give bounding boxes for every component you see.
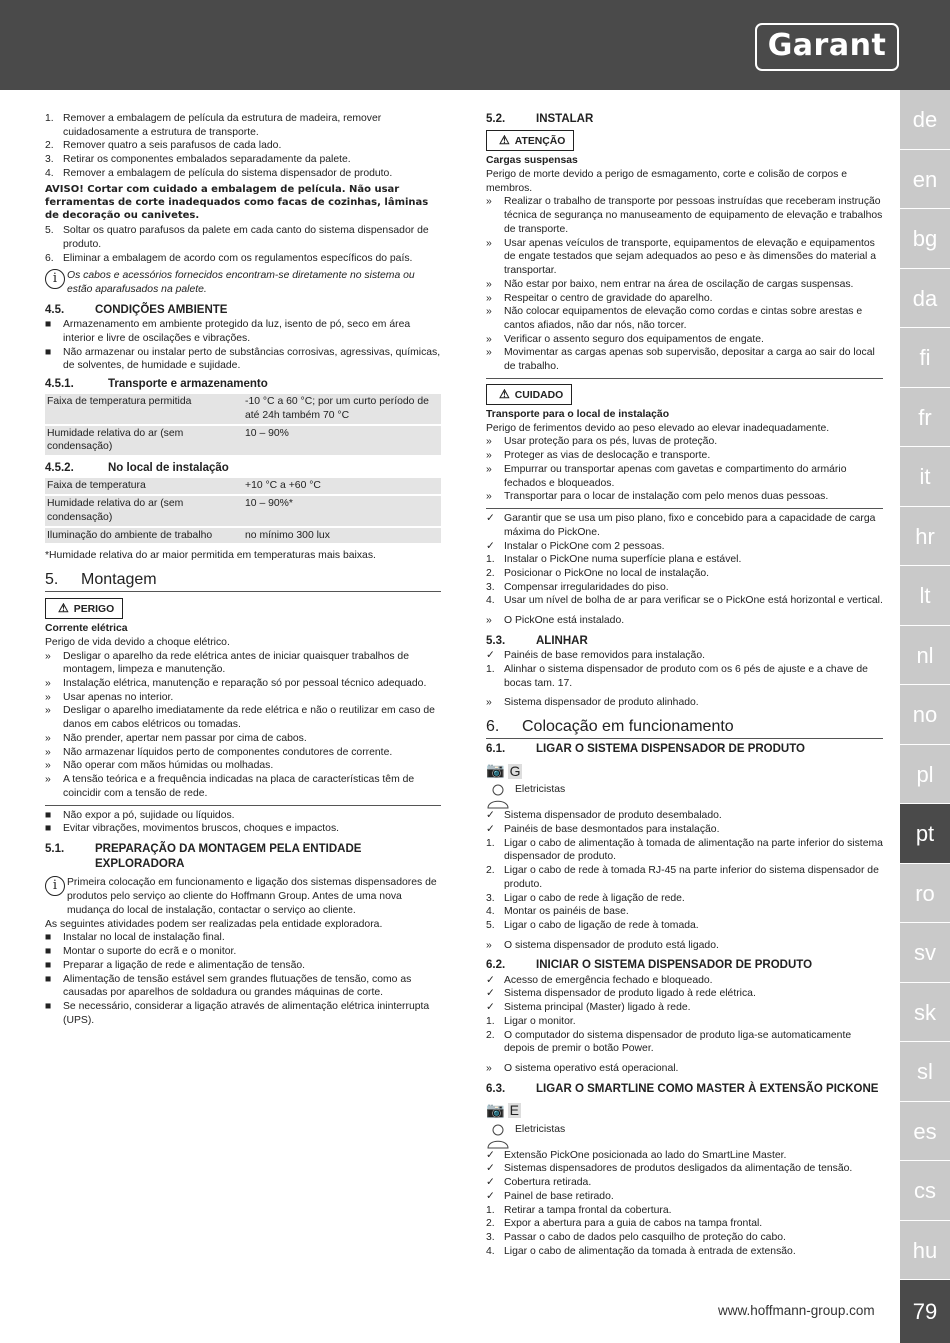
step-number: 5. — [45, 225, 54, 237]
list-marker: ■ — [45, 946, 52, 958]
info-note — [45, 876, 441, 917]
language-tab-pt[interactable]: pt — [900, 804, 950, 864]
language-tab-da[interactable]: da — [900, 269, 950, 329]
warning-item — [486, 195, 883, 236]
step-list — [45, 112, 441, 181]
item-text: Montar o suporte do ecrã e o monitor. — [63, 946, 237, 958]
item-text: Não prender, apertar nem passar por cima de cabos. — [63, 732, 307, 744]
step-item — [486, 1231, 883, 1245]
bullet-item — [45, 1000, 441, 1027]
bullet-item — [45, 973, 441, 1000]
list-marker: ■ — [45, 823, 52, 835]
section-heading: 6.1. LIGAR O SISTEMA DISPENSADOR DE PRODUTO — [486, 743, 805, 756]
step-number: 2. — [486, 865, 495, 877]
table-row — [45, 478, 441, 495]
step-number: 1. — [486, 1204, 495, 1216]
result-item: » Sistema dispensador de produto alinhado. — [486, 697, 699, 709]
list-marker: ■ — [45, 932, 52, 944]
step-number: 1. — [486, 837, 495, 849]
item-text: Usar apenas no interior. — [63, 691, 174, 703]
step-item — [486, 905, 883, 919]
bullet-list — [45, 318, 441, 373]
warning-item — [45, 773, 441, 800]
item-text: Ligar o cabo de rede à tomada RJ-45 na parte inferior do sistema dispensador de produto. — [504, 865, 879, 890]
warning-title: Corrente elétrica — [45, 623, 128, 635]
bullet-list — [45, 931, 441, 1027]
check-list — [486, 974, 883, 1015]
list-marker: ✓ — [486, 823, 495, 835]
table-cell-value: +10 °C a +60 °C — [243, 478, 441, 495]
warning-item — [486, 463, 883, 490]
check-item — [486, 649, 883, 663]
step-item — [45, 167, 441, 181]
item-text: Não colocar equipamentos de elevação como cordas e cintas sobre arestas e cantos afiados, não dar nós, não torcer. — [504, 306, 863, 331]
language-tab-hu[interactable]: hu — [900, 1221, 950, 1281]
result-item: » O sistema dispensador de produto está ligado. — [486, 939, 719, 951]
item-text: Instalar no local de instalação final. — [63, 932, 225, 944]
list-marker: ■ — [45, 346, 52, 358]
qualification-row — [486, 1123, 883, 1149]
table-cell-value: no mínimo 300 lux — [243, 527, 441, 545]
step-number: 2. — [486, 1029, 495, 1041]
item-text: Sistema dispensador de produto ligado à rede elétrica. — [504, 988, 756, 1000]
table-row — [45, 527, 441, 545]
check-item — [486, 1176, 883, 1190]
table-row — [45, 394, 441, 424]
step-number: 2. — [45, 140, 54, 152]
list-marker: » — [45, 746, 51, 758]
item-text: Se necessário, considerar a ligação através de alimentação elétrica ininterrupta (UPS). — [63, 1001, 430, 1026]
activities-intro: As seguintes atividades podem ser realizadas pela entidade exploradora. — [45, 918, 383, 930]
step-item — [486, 837, 883, 864]
step-item — [486, 594, 883, 608]
step-number: 3. — [486, 1232, 495, 1244]
step-item — [45, 224, 441, 251]
list-marker: » — [45, 705, 51, 717]
language-tab-fi[interactable]: fi — [900, 328, 950, 388]
bullet-item — [45, 318, 441, 345]
language-tab-pl[interactable]: pl — [900, 745, 950, 805]
warning-triangle-icon: ⚠ — [499, 386, 510, 401]
item-text: Empurrar ou transportar apenas com gavetas e compartimento do armário fechados e bloqueados. — [504, 463, 847, 489]
check-item — [486, 987, 883, 1001]
step-number: 2. — [486, 568, 495, 579]
table-row — [45, 425, 441, 456]
item-text: Ligar o monitor. — [504, 1015, 576, 1027]
step-item — [486, 864, 883, 891]
subsection-heading: 4.5.2. No local de instalação — [45, 462, 229, 475]
item-text: Não armazenar líquidos perto de componentes condutores de corrente. — [63, 746, 393, 758]
check-item — [486, 1190, 883, 1204]
step-list — [486, 837, 883, 933]
item-text: Expor a abertura para a guia de cabos na tampa frontal. — [504, 1218, 763, 1230]
item-text: Ligar o cabo de alimentação à tomada de alimentação na parte inferior do sistema dispensador de produto. — [504, 837, 883, 863]
step-number: 3. — [486, 892, 495, 904]
item-text: Posicionar o PickOne no local de instalação. — [504, 568, 710, 579]
language-tab-es[interactable]: es — [900, 1102, 950, 1162]
bullet-list — [45, 809, 441, 836]
check-list — [486, 512, 883, 553]
step-item — [486, 581, 883, 595]
tool-symbols — [486, 761, 883, 781]
info-note — [45, 269, 441, 296]
warning-item — [45, 650, 441, 677]
step-item — [486, 892, 883, 906]
check-item — [486, 1162, 883, 1176]
list-marker: » — [486, 196, 492, 208]
warning-item — [486, 346, 883, 373]
step-number: 4. — [486, 1245, 495, 1257]
warning-item — [486, 292, 883, 306]
item-text: Usar apenas veículos de transporte, equipamentos de elevação e equipamentos de engate testados que sejam adequados ao peso e às dimensões do material a transportar. — [504, 237, 877, 277]
item-text: Instalar o PickOne numa superfície plana e estável. — [504, 554, 742, 566]
step-item — [45, 139, 441, 153]
check-item — [486, 512, 883, 539]
info-icon: i — [45, 269, 65, 289]
item-text: O computador do sistema dispensador de produto liga-se automaticamente depois de premir o botão Power. — [504, 1029, 852, 1055]
step-item — [486, 919, 883, 933]
list-marker: ■ — [45, 973, 52, 985]
item-text: Não expor a pó, sujidade ou líquidos. — [63, 809, 235, 821]
list-marker: ✓ — [486, 988, 495, 1000]
item-text: Evitar vibrações, movimentos bruscos, choques e impactos. — [63, 823, 340, 835]
item-text: Instalar o PickOne com 2 pessoas. — [504, 540, 665, 552]
bullet-item — [45, 809, 441, 823]
language-tab-ro[interactable]: ro — [900, 864, 950, 924]
list-marker: » — [45, 732, 51, 744]
item-text: Remover quatro a seis parafusos de cada lado. — [63, 140, 282, 152]
item-text: Sistemas dispensadores de produtos desligados da alimentação de tensão. — [504, 1163, 853, 1175]
item-text: Acesso de emergência fechado e bloqueado. — [504, 974, 713, 986]
step-number: 1. — [486, 1015, 495, 1027]
divider — [486, 378, 883, 379]
step-list — [486, 1204, 883, 1259]
item-text: Alinhar o sistema dispensador de produto com os 6 pés de ajuste e a chave de bocas tam. 17. — [504, 663, 868, 689]
step-item — [486, 567, 883, 581]
warning-item — [486, 449, 883, 463]
list-marker: ■ — [45, 809, 52, 821]
right-column — [486, 112, 883, 1259]
qualification-row — [486, 783, 883, 809]
warning-text: Perigo de ferimentos devido ao peso elevado ao elevar inadequadamente. — [486, 422, 830, 434]
warning-item — [45, 759, 441, 773]
language-tab-no[interactable]: no — [900, 685, 950, 745]
check-list — [486, 1149, 883, 1204]
warning-item — [45, 691, 441, 705]
language-tab-nl[interactable]: nl — [900, 626, 950, 686]
step-list — [486, 663, 883, 690]
chapter-heading: 5. Montagem — [45, 569, 441, 592]
page-number: 79 — [900, 1280, 950, 1343]
footnote: *Humidade relativa do ar maior permitida em temperaturas mais baixas. — [45, 550, 376, 562]
list-marker: ✓ — [486, 1002, 495, 1014]
info-text: Os cabos e acessórios fornecidos encontram-se diretamente no sistema ou estão aparafusados na palete. — [67, 270, 415, 296]
check-item — [486, 1001, 883, 1015]
warning-text: Perigo de vida devido a choque elétrico. — [45, 636, 230, 648]
warning-item — [486, 305, 883, 332]
list-marker: » — [45, 678, 51, 690]
check-item — [486, 809, 883, 823]
warning-item — [45, 677, 441, 691]
step-item — [486, 1029, 883, 1056]
person-icon — [486, 783, 510, 809]
step-item — [486, 1245, 883, 1259]
list-marker: ✓ — [486, 1149, 495, 1161]
language-tab-lt[interactable]: lt — [900, 566, 950, 626]
qualification-label: Eletricistas — [515, 784, 566, 796]
item-text: Cobertura retirada. — [504, 1177, 592, 1189]
list-marker: » — [486, 450, 492, 462]
list-marker: » — [45, 650, 51, 662]
item-text: Garantir que se usa um piso plano, fixo e concebido para a capacidade de carga máxima do PickOne. — [504, 513, 876, 538]
step-number: 3. — [486, 581, 495, 593]
section-heading: 4.5. CONDIÇÕES AMBIENTE — [45, 303, 228, 316]
step-list — [486, 553, 883, 608]
subsection-heading: 4.5.1. Transporte e armazenamento — [45, 378, 268, 391]
step-number: 4. — [486, 595, 495, 607]
item-text: Soltar os quatro parafusos da palete em cada canto do sistema dispensador de produto. — [63, 225, 429, 250]
step-number: 1. — [486, 663, 495, 675]
camera-icon: 📷 — [486, 1101, 505, 1119]
list-marker: ✓ — [486, 650, 495, 662]
table-cell-value: -10 °C a 60 °C; por um curto período de até 24h também 70 °C — [243, 394, 441, 424]
table-cell-label: Humidade relativa do ar (sem condensação) — [45, 495, 243, 526]
item-text: Não estar por baixo, nem entrar na área de oscilação de cargas suspensas. — [504, 278, 854, 290]
table-cell-value: 10 – 90%* — [243, 495, 441, 526]
spec-table-transport — [45, 394, 441, 457]
result-item: » O PickOne está instalado. — [486, 615, 625, 627]
section-heading: 6.3. LIGAR O SMARTLINE COMO MASTER À EXTENSÃO PICKONE — [486, 1082, 879, 1095]
item-text: Instalação elétrica, manutenção e reparação só por pessoal técnico adequado. — [63, 678, 427, 690]
warning-list — [486, 195, 883, 374]
left-column — [45, 112, 441, 1028]
list-marker: » — [486, 306, 492, 318]
divider — [486, 508, 883, 509]
result-item: » O sistema operativo está operacional. — [486, 1063, 679, 1075]
garant-logo: Garant — [755, 23, 899, 71]
step-item — [486, 553, 883, 567]
section-heading: 6.2. INICIAR O SISTEMA DISPENSADOR DE PRODUTO — [486, 959, 813, 972]
warning-item — [45, 746, 441, 760]
step-number: 3. — [45, 154, 54, 166]
warning-label-atencao: ⚠ ATENÇÃO — [486, 130, 574, 151]
spec-table-site — [45, 478, 441, 545]
language-tab-cs[interactable]: cs — [900, 1161, 950, 1221]
list-marker: ✓ — [486, 810, 495, 822]
step-item — [486, 663, 883, 690]
bullet-item — [45, 959, 441, 973]
language-tab-sl[interactable]: sl — [900, 1042, 950, 1102]
table-cell-label: Faixa de temperatura permitida — [45, 394, 243, 424]
section-heading: 5.2. INSTALAR — [486, 113, 594, 125]
language-tab-hr[interactable]: hr — [900, 507, 950, 567]
item-text: Painel de base retirado. — [504, 1190, 614, 1202]
check-list — [486, 809, 883, 836]
table-cell-value: 10 – 90% — [243, 425, 441, 456]
check-item — [486, 540, 883, 554]
check-item — [486, 1149, 883, 1163]
language-tab-sk[interactable]: sk — [900, 983, 950, 1043]
warning-item — [45, 704, 441, 731]
warning-item — [486, 237, 883, 278]
item-text: Respeitar o centro de gravidade do aparelho. — [504, 292, 713, 304]
list-marker: ✓ — [486, 974, 495, 986]
table-cell-label: Humidade relativa do ar (sem condensação) — [45, 425, 243, 456]
info-icon: i — [45, 876, 65, 896]
bullet-item — [45, 931, 441, 945]
step-list — [486, 1015, 883, 1056]
item-text: Transportar para o locar de instalação com pelo menos duas pessoas. — [504, 491, 829, 503]
person-icon — [486, 1123, 510, 1149]
item-text: Não operar com mãos húmidas ou molhadas. — [63, 760, 274, 772]
warning-item — [45, 732, 441, 746]
warning-label-cuidado: ⚠ CUIDADO — [486, 384, 572, 405]
item-text: Ligar o cabo de rede à ligação de rede. — [504, 892, 685, 904]
item-text: Usar proteção para os pés, luvas de proteção. — [504, 436, 718, 448]
table-cell-label: Iluminação do ambiente de trabalho — [45, 527, 243, 545]
list-marker: » — [486, 463, 492, 475]
chapter-heading: 6. Colocação em funcionamento — [486, 716, 883, 739]
language-tab-en[interactable]: en — [900, 150, 950, 210]
item-text: Alimentação de tensão estável sem grandes flutuações de tensão, como as causadas por aparelhos de soldadura ou grandes máquinas de corte. — [63, 973, 412, 999]
item-text: Montar os painéis de base. — [504, 906, 629, 918]
list-marker: » — [486, 347, 492, 359]
item-text: Preparar a ligação de rede e alimentação de tensão. — [63, 959, 306, 971]
list-marker: » — [486, 237, 492, 249]
warning-item — [486, 278, 883, 292]
bullet-item — [45, 945, 441, 959]
step-item — [45, 112, 441, 139]
item-text: Usar um nível de bolha de ar para verificar se o PickOne está horizontal e vertical. — [504, 595, 883, 607]
aviso-notice: AVISO! Cortar com cuidado a embalagem de película. Não usar ferramentas de corte inadequados como facas de cozinhas, lâminas de decoração ou canivetes. — [45, 183, 429, 222]
item-text: Passar o cabo de dados pelo casquilho de proteção do cabo. — [504, 1232, 786, 1244]
language-tab-it[interactable]: it — [900, 447, 950, 507]
list-marker: ✓ — [486, 1190, 495, 1202]
list-marker: ✓ — [486, 513, 495, 525]
step-item — [486, 1015, 883, 1029]
language-tab-de[interactable]: de — [900, 90, 950, 150]
info-text: Primeira colocação em funcionamento e ligação dos sistemas dispensadores de produtos pelo serviço ao cliente do Hoffmann Group. Antes de uma nova mudança do local de instalação, contactar o serviço ao cliente. — [67, 877, 437, 916]
step-item — [45, 153, 441, 167]
list-marker: ✓ — [486, 540, 495, 552]
item-text: Retirar a tampa frontal da cobertura. — [504, 1204, 672, 1216]
warning-item — [486, 333, 883, 347]
item-text: Movimentar as cargas apenas sob supervisão, depositar a carga ao sair do local de trabalho. — [504, 347, 875, 373]
step-number: 2. — [486, 1218, 495, 1230]
check-item — [486, 974, 883, 988]
item-text: Verificar o assento seguro dos equipamentos de engate. — [504, 333, 764, 345]
step-number: 6. — [45, 252, 54, 264]
table-cell-label: Faixa de temperatura — [45, 478, 243, 495]
list-marker: » — [486, 436, 492, 448]
list-marker: ✓ — [486, 1177, 495, 1189]
footer-url[interactable]: www.hoffmann-group.com — [718, 1303, 875, 1318]
header-bar — [0, 0, 950, 90]
item-text: Painéis de base removidos para instalação. — [504, 650, 706, 662]
section-heading: 5.1. PREPARAÇÃO DA MONTAGEM PELA ENTIDADE EXPLORADORA — [45, 843, 362, 871]
item-text: A tensão teórica e a frequência indicadas na placa de características têm de coincidir com a tensão de rede. — [63, 774, 415, 799]
list-marker: ■ — [45, 319, 52, 331]
language-tab-sv[interactable]: sv — [900, 923, 950, 983]
item-text: Armazenamento em ambiente protegido da luz, isento de pó, seco em área interior e livre de oscilações e vibrações. — [63, 319, 411, 344]
list-marker: ✓ — [486, 1163, 495, 1175]
item-text: Retirar os componentes embalados separadamente da palete. — [63, 154, 351, 166]
camera-icon: 📷 — [486, 762, 505, 780]
item-text: Sistema dispensador de produto desembalado. — [504, 810, 722, 822]
item-text: Ligar o cabo de ligação de rede à tomada. — [504, 920, 699, 931]
divider — [45, 805, 441, 806]
bullet-item — [45, 346, 441, 373]
list-marker: » — [486, 278, 492, 290]
list-marker: ■ — [45, 959, 52, 971]
check-list — [486, 649, 883, 663]
list-marker: ■ — [45, 1001, 52, 1013]
warning-text: Perigo de morte devido a perigo de esmagamento, corte e colisão de corpos e membros. — [486, 168, 847, 194]
language-tab-fr[interactable]: fr — [900, 388, 950, 448]
item-text: Desligar o aparelho da rede elétrica antes de iniciar quaisquer trabalhos de montagem, limpeza e manutenção. — [63, 650, 409, 676]
warning-label-perigo: ⚠ PERIGO — [45, 598, 123, 619]
step-number: 4. — [45, 167, 54, 179]
list-marker: » — [486, 333, 492, 345]
qualification-label: Eletricistas — [515, 1123, 566, 1135]
list-marker: » — [45, 760, 51, 772]
language-tab-bg[interactable]: bg — [900, 209, 950, 269]
item-text: Desligar o aparelho imediatamente da rede elétrica e não o reutilizar em caso de danos em cabos elétricos ou tomadas. — [63, 705, 435, 731]
warning-item — [486, 435, 883, 449]
list-marker: » — [486, 491, 492, 503]
warning-triangle-icon: ⚠ — [58, 601, 69, 616]
section-heading: 5.3. ALINHAR — [486, 634, 588, 647]
warning-item — [486, 490, 883, 504]
step-number: 5. — [486, 920, 495, 931]
list-marker: » — [45, 774, 51, 786]
warning-title: Transporte para o local de instalação — [486, 408, 670, 420]
warning-list — [45, 650, 441, 801]
item-text: Realizar o trabalho de transporte por pessoas instruídas que receberam instrução técnica de segurança no manuseamento de equipamento de elevação e trabalhos de transporte. — [504, 196, 883, 235]
step-item — [486, 1204, 883, 1218]
figure-letter: G — [509, 762, 521, 779]
warning-triangle-icon: ⚠ — [499, 133, 510, 148]
check-item — [486, 823, 883, 837]
item-text: Não armazenar ou instalar perto de substâncias corrosivas, agressivas, químicas, de solventes, de humidade e sujidade. — [63, 346, 441, 372]
bullet-item — [45, 822, 441, 836]
item-text: Extensão PickOne posicionada ao lado do SmartLine Master. — [504, 1149, 787, 1161]
warning-title: Cargas suspensas — [486, 155, 578, 167]
step-number: 4. — [486, 906, 495, 918]
item-text: Remover a embalagem de película da estrutura de madeira, remover cuidadosamente a estrutura de transporte. — [63, 113, 382, 138]
item-text: Sistema principal (Master) ligado à rede. — [504, 1002, 691, 1014]
list-marker: » — [486, 292, 492, 304]
language-sidebar — [900, 90, 950, 1280]
item-text: Proteger as vias de deslocação e transporte. — [504, 450, 711, 462]
step-list — [45, 224, 441, 265]
tool-symbols — [486, 1101, 883, 1121]
item-text: Eliminar a embalagem de acordo com os regulamentos específicos do país. — [63, 252, 413, 264]
step-item — [486, 1217, 883, 1231]
figure-letter: E — [509, 1102, 519, 1119]
step-item — [45, 252, 441, 266]
list-marker: » — [45, 691, 51, 703]
table-row — [45, 495, 441, 526]
item-text: Remover a embalagem de película do sistema dispensador de produto. — [63, 167, 393, 179]
item-text: Compensar irregularidades do piso. — [504, 581, 669, 593]
step-number: 1. — [45, 113, 54, 124]
step-number: 1. — [486, 554, 495, 566]
item-text: Painéis de base desmontados para instalação. — [504, 823, 720, 835]
item-text: Ligar o cabo de alimentação da tomada à entrada de extensão. — [504, 1245, 796, 1257]
warning-list — [486, 435, 883, 504]
